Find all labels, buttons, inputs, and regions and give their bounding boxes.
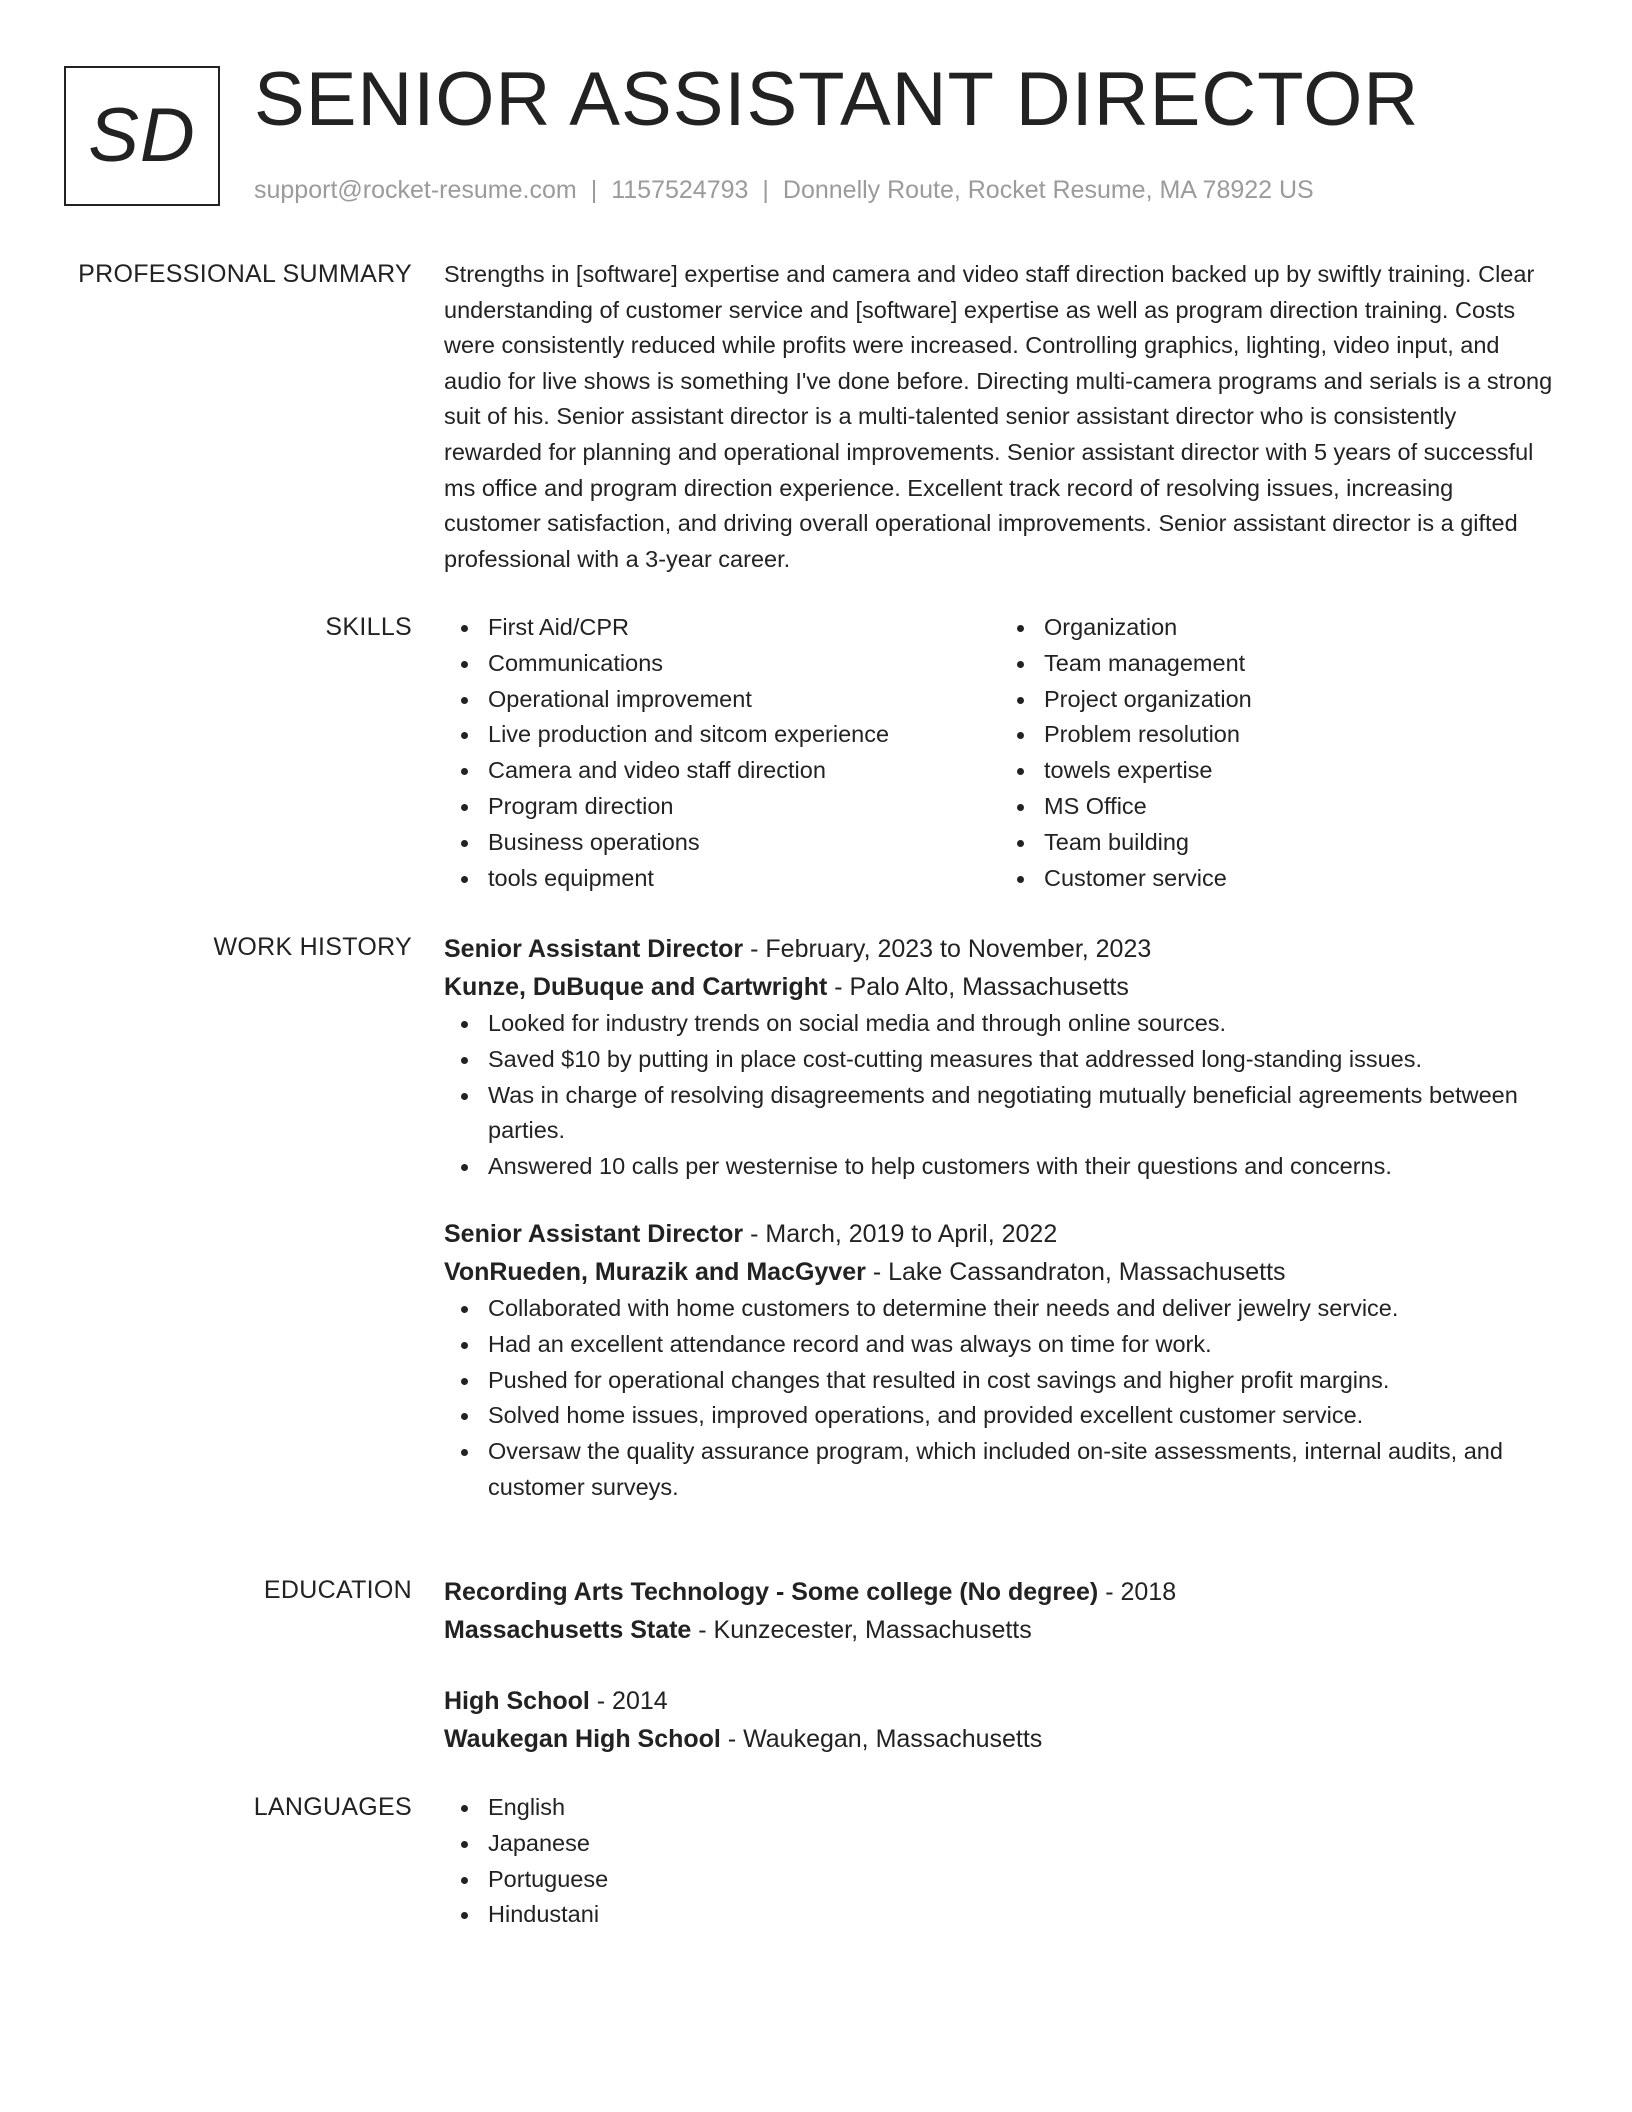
job-dates: - February, 2023 to November, 2023 bbox=[743, 935, 1152, 963]
job-duty: Looked for industry trends on social media and through online sources. bbox=[488, 1006, 1556, 1042]
job-location: - Lake Cassandraton, Massachusetts bbox=[865, 1257, 1286, 1286]
job-location: - Palo Alto, Massachusetts bbox=[827, 973, 1129, 1001]
education-year: - 2018 bbox=[1098, 1578, 1177, 1606]
skill-item: Project organization bbox=[1044, 682, 1556, 718]
job-duty: Was in charge of resolving disagreements and negotiating mutually beneficial agreements between parties. bbox=[488, 1078, 1556, 1150]
job-duties bbox=[444, 1291, 1556, 1506]
languages-list bbox=[444, 1790, 1556, 1933]
skill-item: MS Office bbox=[1044, 789, 1556, 825]
job-employer bbox=[444, 1253, 1556, 1291]
job-duties bbox=[444, 1006, 1556, 1185]
job-heading bbox=[444, 1215, 1556, 1253]
summary-body bbox=[444, 257, 1556, 577]
skill-item: Problem resolution bbox=[1044, 717, 1556, 753]
job-duty: Pushed for operational changes that resulted in cost savings and higher profit margins. bbox=[488, 1363, 1556, 1399]
contact-separator: | bbox=[590, 176, 598, 204]
job-duty: Collaborated with home customers to determine their needs and deliver jewelry service. bbox=[488, 1291, 1556, 1327]
skills-list-left bbox=[444, 610, 1000, 896]
job-company: Kunze, DuBuque and Cartwright bbox=[444, 973, 828, 1001]
education-school: Massachusetts State bbox=[444, 1616, 692, 1644]
education-entry bbox=[444, 1682, 1556, 1758]
section-title-work-history: WORK HISTORY bbox=[213, 933, 412, 961]
contact-line bbox=[254, 176, 1314, 205]
section-title-education: EDUCATION bbox=[263, 1576, 412, 1604]
language-item: Japanese bbox=[488, 1826, 1556, 1862]
education-year: - 2014 bbox=[589, 1687, 668, 1715]
job-dates: - March, 2019 to April, 2022 bbox=[743, 1219, 1058, 1248]
education-body bbox=[444, 1573, 1556, 1758]
skill-item: tools equipment bbox=[488, 861, 1000, 897]
job-duty: Had an excellent attendance record and was always on time for work. bbox=[488, 1327, 1556, 1363]
skill-item: Program direction bbox=[488, 789, 1000, 825]
language-item: Portuguese bbox=[488, 1862, 1556, 1898]
skill-item: Live production and sitcom experience bbox=[488, 717, 1000, 753]
skill-item: Customer service bbox=[1044, 861, 1556, 897]
job-duty: Saved $10 by putting in place cost-cutting measures that addressed long-standing issues. bbox=[488, 1042, 1556, 1078]
skills-list-right bbox=[1000, 610, 1556, 896]
job-duty: Answered 10 calls per westernise to help customers with their questions and concerns. bbox=[488, 1149, 1556, 1185]
education-heading bbox=[444, 1573, 1556, 1611]
education-institution bbox=[444, 1720, 1556, 1758]
education-institution bbox=[444, 1611, 1556, 1649]
job-entry bbox=[444, 930, 1556, 1185]
section-title-summary: PROFESSIONAL SUMMARY bbox=[78, 260, 412, 288]
job-company: VonRueden, Murazik and MacGyver bbox=[444, 1257, 866, 1286]
candidate-title: SENIOR ASSISTANT DIRECTOR bbox=[254, 57, 1420, 142]
section-title-languages: LANGUAGES bbox=[253, 1793, 412, 1821]
job-employer bbox=[444, 968, 1556, 1006]
monogram-initials: SD bbox=[88, 93, 196, 178]
education-degree: Recording Arts Technology - Some college (No degree) bbox=[444, 1578, 1099, 1606]
job-role: Senior Assistant Director bbox=[444, 935, 744, 963]
contact-address: Donnelly Route, Rocket Resume, MA 78922 US bbox=[782, 176, 1314, 204]
work-history-body bbox=[444, 930, 1556, 1506]
skill-item: towels expertise bbox=[1044, 753, 1556, 789]
contact-email: support@rocket-resume.com bbox=[254, 176, 577, 204]
job-heading bbox=[444, 930, 1556, 968]
education-degree: High School bbox=[444, 1687, 590, 1715]
language-item: Hindustani bbox=[488, 1897, 1556, 1933]
languages-body bbox=[444, 1790, 1556, 1933]
education-location: - Kunzecester, Massachusetts bbox=[691, 1616, 1032, 1644]
skill-item: Camera and video staff direction bbox=[488, 753, 1000, 789]
contact-phone: 1157524793 bbox=[611, 176, 749, 204]
language-item: English bbox=[488, 1790, 1556, 1826]
skill-item: Business operations bbox=[488, 825, 1000, 861]
monogram-box bbox=[64, 66, 220, 206]
section-title-skills: SKILLS bbox=[325, 613, 412, 641]
education-location: - Waukegan, Massachusetts bbox=[720, 1725, 1043, 1753]
skill-item: Organization bbox=[1044, 610, 1556, 646]
job-duty: Oversaw the quality assurance program, which included on-site assessments, internal audits, and customer surveys. bbox=[488, 1434, 1556, 1506]
summary-text: Strengths in [software] expertise and camera and video staff direction backed up by swiftly training. Clear understanding of customer service and [software] expertise as well as program direction training. Costs were consistently reduced while profits were increased. Controlling graphics, lighting, video input, and audio for live shows is something I've done before. Directing multi-camera programs and serials is a strong suit of his. Senior assistant director is a multi-talented senior assistant director who is consistently rewarded for planning and operational improvements. Senior assistant director with 5 years of successful ms office and program direction experience. Excellent track record of resolving issues, increasing customer satisfaction, and driving overall operational improvements. Senior assistant director is a gifted professional with a 3-year career. bbox=[444, 261, 1553, 572]
skills-grid bbox=[444, 610, 1556, 896]
job-duty: Solved home issues, improved operations, and provided excellent customer service. bbox=[488, 1398, 1556, 1434]
education-heading bbox=[444, 1682, 1556, 1720]
skill-item: First Aid/CPR bbox=[488, 610, 1000, 646]
skill-item: Team building bbox=[1044, 825, 1556, 861]
skill-item: Team management bbox=[1044, 646, 1556, 682]
skill-item: Operational improvement bbox=[488, 682, 1000, 718]
job-entry bbox=[444, 1215, 1556, 1506]
job-role: Senior Assistant Director bbox=[444, 1219, 744, 1248]
contact-separator: | bbox=[762, 176, 769, 204]
skill-item: Communications bbox=[488, 646, 1000, 682]
education-entry bbox=[444, 1573, 1556, 1649]
education-school: Waukegan High School bbox=[444, 1725, 721, 1753]
